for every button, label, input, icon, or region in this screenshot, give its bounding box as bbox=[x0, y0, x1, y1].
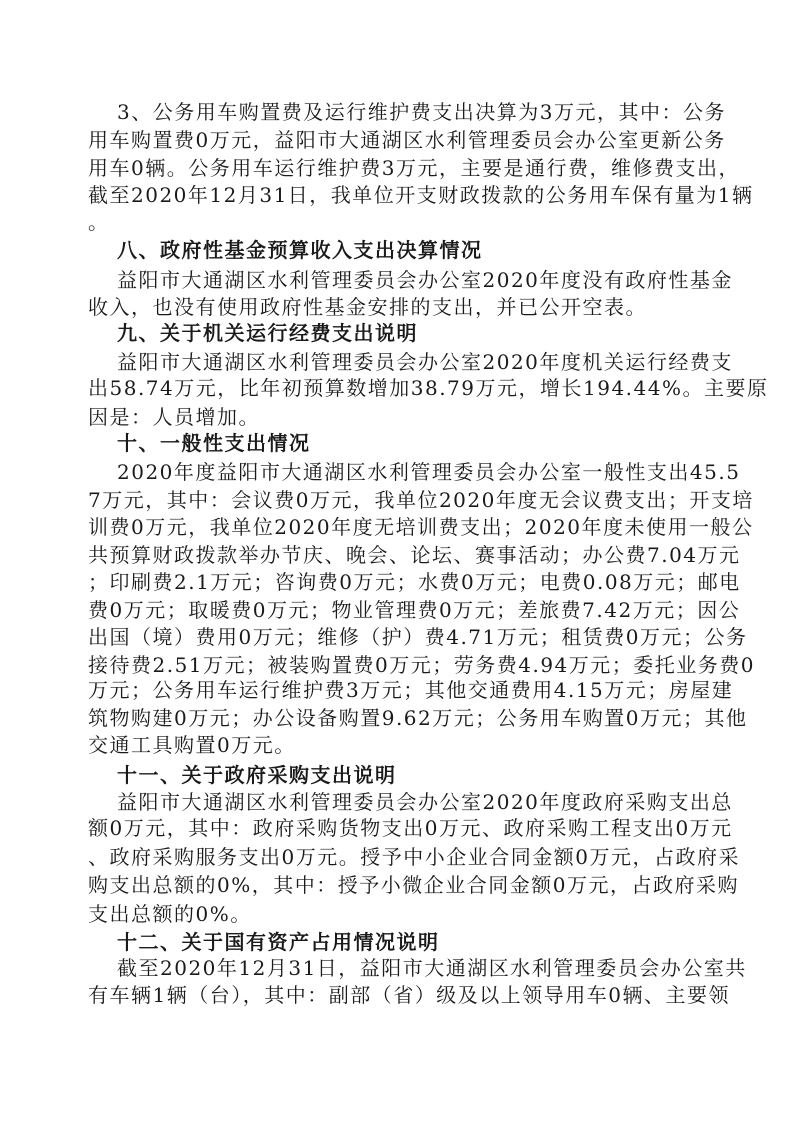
paragraph-line: 万元；公务用车运行维护费3万元；其他交通费用4.15万元；房屋建 bbox=[88, 678, 734, 702]
paragraph-line: 费0万元；取暖费0万元；物业管理费0万元；差旅费7.42万元；因公 bbox=[88, 598, 741, 622]
section-heading: 十一、关于政府采购支出说明 bbox=[117, 763, 397, 787]
paragraph-line: 截至2020年12月31日，我单位开支财政拨款的公务用车保有量为1辆 bbox=[88, 183, 754, 207]
paragraph-line: 收入，也没有使用政府性基金安排的支出，并已公开空表。 bbox=[88, 295, 647, 319]
paragraph-line: 用车购置费0万元，益阳市大通湖区水利管理委员会办公室更新公务 bbox=[88, 128, 726, 152]
paragraph-line: 交通工具购置0万元。 bbox=[88, 733, 296, 757]
paragraph-line: 、政府采购服务支出0万元。授予中小企业合同金额0万元，占政府采 bbox=[88, 845, 740, 869]
paragraph-line: 额0万元，其中：政府采购货物支出0万元、政府采购工程支出0万元 bbox=[88, 816, 733, 840]
paragraph-line: 出58.74万元，比年初预算数增加38.79万元，增长194.44%。主要原 bbox=[88, 376, 769, 400]
paragraph-line: 7万元，其中：会议费0万元，我单位2020年度无会议费支出；开支培 bbox=[88, 488, 754, 512]
paragraph-line: 益阳市大通湖区水利管理委员会办公室2020年度没有政府性基金 bbox=[117, 268, 733, 292]
paragraph-line: 3、公务用车购置费及运行维护费支出决算为3万元，其中：公务 bbox=[117, 100, 726, 124]
paragraph-line: 筑物购建0万元；办公设备购置9.62万元；公务用车购置0万元；其他 bbox=[88, 706, 748, 730]
paragraph-line: 用车0辆。公务用车运行维护费3万元，主要是通行费，维修费支出， bbox=[88, 156, 740, 180]
paragraph-line: ；印刷费2.1万元；咨询费0万元；水费0万元；电费0.08万元；邮电 bbox=[88, 570, 741, 594]
paragraph-line: 截至2020年12月31日，益阳市大通湖区水利管理委员会办公室共 bbox=[117, 956, 747, 980]
paragraph-line: 益阳市大通湖区水利管理委员会办公室2020年度机关运行经费支 bbox=[117, 350, 733, 374]
paragraph-line: 因是：人员增加。 bbox=[88, 405, 260, 429]
paragraph-line: 出国（境）费用0万元；维修（护）费4.71万元；租赁费0万元；公务 bbox=[88, 625, 748, 649]
section-heading: 十、一般性支出情况 bbox=[117, 431, 311, 455]
paragraph-line: 支出总额的0%。 bbox=[88, 902, 252, 926]
section-heading: 十二、关于国有资产占用情况说明 bbox=[117, 930, 440, 954]
section-heading: 八、政府性基金预算收入支出决算情况 bbox=[117, 238, 483, 262]
paragraph-line: 接待费2.51万元；被装购置费0万元；劳务费4.94万元；委托业务费0 bbox=[88, 653, 756, 677]
paragraph-line: 有车辆1辆（台），其中：副部（省）级及以上领导用车0辆、主要领 bbox=[88, 983, 730, 1007]
paragraph-line: 。 bbox=[88, 210, 110, 234]
paragraph-line: 2020年度益阳市大通湖区水利管理委员会办公室一般性支出45.5 bbox=[117, 460, 741, 484]
paragraph-line: 购支出总额的0%，其中：授予小微企业合同金额0万元，占政府采购 bbox=[88, 873, 739, 897]
paragraph-line: 益阳市大通湖区水利管理委员会办公室2020年度政府采购支出总 bbox=[117, 790, 733, 814]
section-heading: 九、关于机关运行经费支出说明 bbox=[117, 321, 418, 345]
paragraph-line: 共预算财政拨款举办节庆、晚会、论坛、赛事活动；办公费7.04万元 bbox=[88, 543, 741, 567]
paragraph-line: 训费0万元，我单位2020年度无培训费支出；2020年度未使用一般公 bbox=[88, 515, 754, 539]
